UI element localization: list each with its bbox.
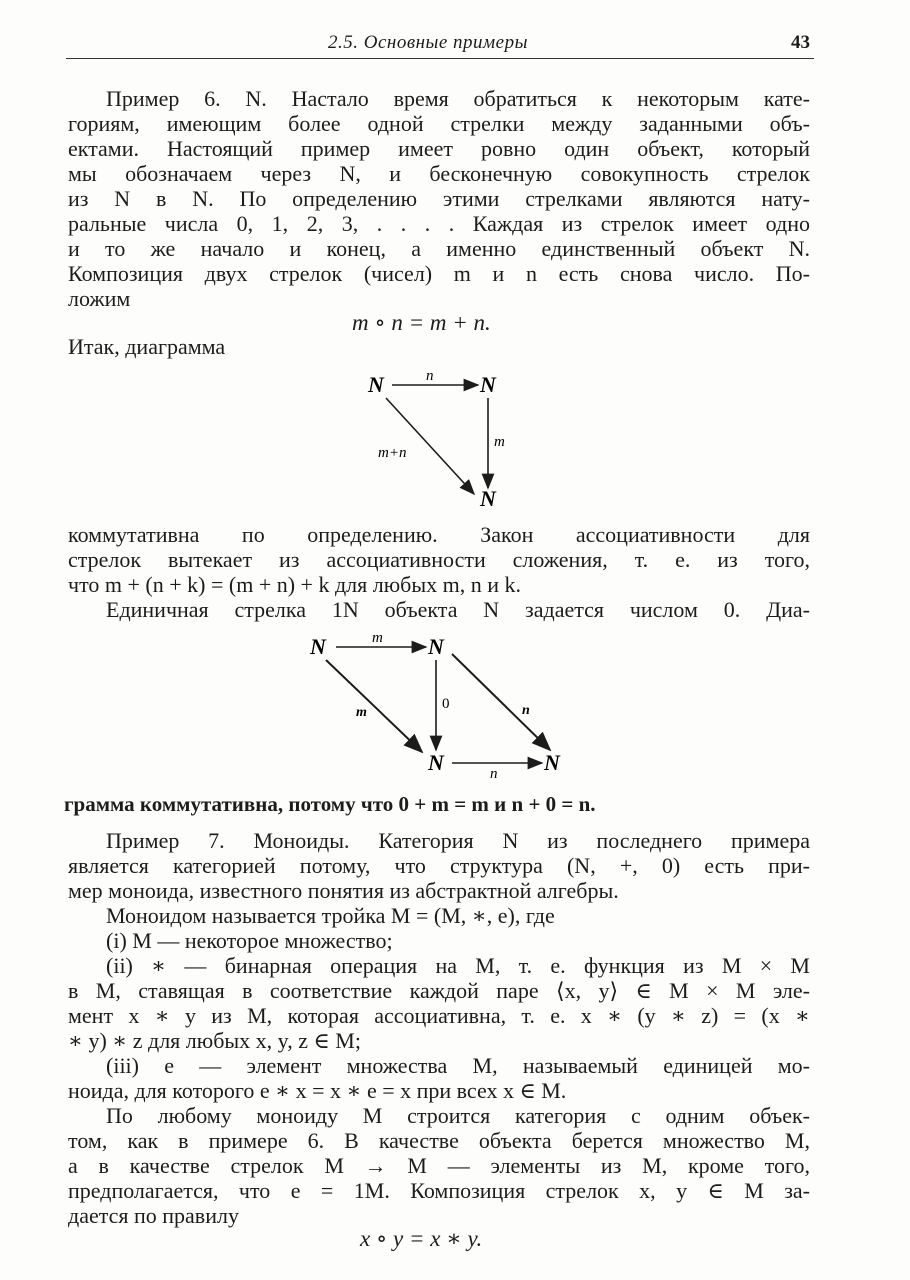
text-line: (ii) ∗ — бинарная операция на M, т. е. функция из M × M [106,953,810,978]
text-line: (i) M — некоторое множество; [106,928,393,953]
text-line: мент x ∗ y из M, которая ассоциативна, т. е. x ∗ (y ∗ z) = (x ∗ [68,1003,810,1028]
page-header [66,28,814,59]
label-arrow-diagonal-right: n [522,703,530,718]
commutative-triangle-diagram [350,360,530,520]
label-arrow-top: n [426,368,434,384]
formula-monoid-composition: x ∘ y = x ∗ y. [360,1226,483,1251]
text-line: ∗ y) ∗ z для любых x, y, z ∈ M; [68,1028,361,1053]
text-line: мер моноида, известного понятия из абстрактной алгебры. [68,878,619,903]
text-line: Пример 7. Моноиды. Категория N из последнего примера [106,828,810,853]
text-line: гориям, имеющим более одной стрелки между заданными объ- [68,111,810,136]
object-n-bottom-right: N [544,750,560,775]
text-line: том, как в примере 6. В качестве объекта берется множество M, [68,1128,810,1153]
text-line: дается по правилу [68,1203,239,1228]
text-line: предполагается, что e = 1M. Композиция стрелок x, y ∈ M за- [68,1178,810,1203]
text-line: Пример 6. N. Настало время обратиться к некоторым кате- [106,86,810,111]
label-arrow-right: m [494,434,505,450]
object-n-bottom-middle: N [428,750,444,775]
text-line: Итак, диаграмма [68,334,226,359]
object-n-top-middle: N [428,634,444,659]
page-number: 43 [791,32,810,53]
text-line: ральные числа 0, 1, 2, 3, . . . . Каждая из стрелок имеет одно [68,211,810,236]
text-line: Моноидом называется тройка M = (M, ∗, e), где [106,903,555,928]
text-line: (iii) e — элемент множества M, называемый единицей мо- [106,1053,810,1078]
text-line: а в качестве стрелок M → M — элементы из M, кроме того, [68,1153,810,1178]
text-line: мы обозначаем через N, и бесконечную совокупность стрелок [68,161,810,186]
text-line: в M, ставящая в соответствие каждой паре ⟨x, y⟩ ∈ M × M эле- [68,978,810,1003]
text-line: По любому моноиду M строится категория с одним объек- [106,1103,810,1128]
text-line: ектами. Настоящий пример имеет ровно один объект, который [68,136,810,161]
object-n-bottom: N [480,486,496,511]
text-line: из N в N. По определению этими стрелками являются нату- [68,186,810,211]
text-line: что m + (n + k) = (m + n) + k для любых m, n и k. [68,572,522,597]
object-n-top-left: N [310,634,326,659]
text-line: является категорией потому, что структура (N, +, 0) есть при- [68,853,810,878]
text-line: и то же начало и конец, а именно единственный объект N. [68,236,810,261]
label-arrow-diagonal-left: m [356,705,367,720]
object-n-top-right: N [480,372,496,397]
text-line: ноида, для которого e ∗ x = x ∗ e = x при всех x ∈ M. [68,1078,567,1103]
label-arrow-vertical: 0 [442,696,450,712]
label-arrow-top: m [372,630,383,646]
text-line: коммутативна по определению. Закон ассоциативности для [68,522,810,547]
arrow-diagonal-right [452,654,550,750]
formula-composition: m ∘ n = m + n. [352,310,491,335]
label-arrow-bottom: n [490,766,498,782]
running-title: 2.5. Основные примеры [328,32,528,53]
label-arrow-diagonal: m+n [378,445,407,461]
text-line: Композиция двух стрелок (чисел) m и n есть снова число. По- [68,261,810,286]
text-line: стрелок вытекает из ассоциативности сложения, т. е. из того, [68,547,810,572]
text-line-bold: грамма коммутативна, потому что 0 + m = m и n + 0 = n. [64,792,596,816]
commutative-square-diagram [300,626,580,786]
text-line: Единичная стрелка 1N объекта N задается числом 0. Диа- [106,597,810,622]
arrow-diagonal-left [326,660,422,752]
object-n-top-left: N [368,372,384,397]
text-line: ложим [68,286,131,311]
